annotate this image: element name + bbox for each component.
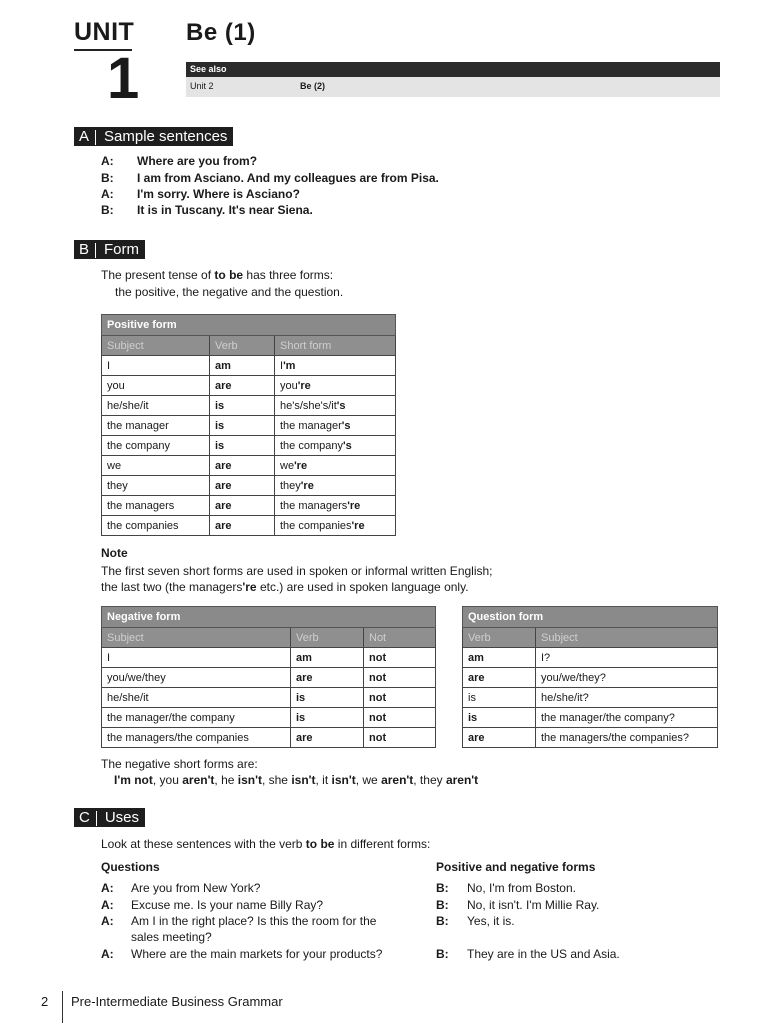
page-title: Be (1): [186, 19, 256, 46]
column-header: Subject: [102, 628, 291, 648]
see-also-topic: Be (2): [300, 81, 326, 91]
uses-intro: Look at these sentences with the verb to be in different forms:: [101, 837, 431, 851]
see-also-bar: See also: [186, 62, 720, 77]
question-line: A: Am I in the right place? Is this the room for the: [101, 914, 377, 928]
page-number: 2: [41, 994, 49, 1009]
question-line: A: Are you from New York?: [101, 881, 261, 895]
section-a-heading: [74, 127, 233, 146]
table-row: are the managers/the companies?: [463, 728, 718, 748]
answer-line: B: Yes, it is.: [436, 914, 515, 928]
see-also-unit: Unit 2: [190, 81, 214, 91]
table-row: the manager is the manager's: [102, 416, 396, 436]
section-a-title: Sample sentences: [104, 128, 228, 145]
section-b-heading: [74, 240, 145, 259]
section-b-letter: B: [79, 241, 90, 258]
table-row: you are you're: [102, 376, 396, 396]
note-line-2: the last two (the managers're etc.) are used in spoken language only.: [101, 580, 469, 594]
section-c-letter: C: [79, 809, 90, 826]
table-row: they are they're: [102, 476, 396, 496]
question-line: A: Excuse me. Is your name Billy Ray?: [101, 898, 324, 912]
table-caption: Negative form: [102, 607, 436, 628]
table-caption: Question form: [463, 607, 718, 628]
table-row: the managers are the managers're: [102, 496, 396, 516]
column-header: Short form: [275, 336, 396, 356]
table-row: the company is the company's: [102, 436, 396, 456]
answers-heading: Positive and negative forms: [436, 860, 596, 874]
table-row: is the manager/the company?: [463, 708, 718, 728]
column-header: Verb: [463, 628, 536, 648]
answer-line: B: No, I'm from Boston.: [436, 881, 576, 895]
table-row: he/she/it is not: [102, 688, 436, 708]
section-c-title: Uses: [104, 809, 140, 826]
note-line-1: The first seven short forms are used in spoken or informal written English;: [101, 564, 493, 578]
table-row: the managers/the companies are not: [102, 728, 436, 748]
negative-short-intro: The negative short forms are:: [101, 757, 258, 771]
table-row: are you/we/they?: [463, 668, 718, 688]
form-intro-line-2: the positive, the negative and the question.: [115, 285, 344, 299]
table-row: is he/she/it?: [463, 688, 718, 708]
table-row: I am not: [102, 648, 436, 668]
table-row: the manager/the company is not: [102, 708, 436, 728]
column-header: Verb: [291, 628, 364, 648]
negative-form-table: [101, 606, 436, 748]
table-row: he/she/it is he's/she's/it's: [102, 396, 396, 416]
negative-short-forms: I'm not, you aren't, he isn't, she isn't, it isn't, we aren't, they aren't: [114, 773, 479, 787]
answer-line: B: They are in the US and Asia.: [436, 947, 620, 961]
column-header: Subject: [102, 336, 210, 356]
book-title: Pre-Intermediate Business Grammar: [71, 994, 283, 1009]
column-header: Not: [364, 628, 436, 648]
questions-heading: Questions: [101, 860, 160, 874]
column-header: Verb: [210, 336, 275, 356]
section-c-heading: [74, 808, 145, 827]
see-also-link[interactable]: [186, 77, 720, 97]
table-row: we are we're: [102, 456, 396, 476]
note-heading: Note: [101, 546, 128, 560]
table-row: the companies are the companies're: [102, 516, 396, 536]
footer-divider: [62, 991, 63, 1023]
unit-label: UNIT: [74, 18, 135, 46]
section-a-letter: A: [79, 128, 90, 145]
unit-number: 1: [107, 46, 140, 111]
column-header: Subject: [536, 628, 718, 648]
positive-form-table: [101, 314, 396, 536]
table-row: I am I'm: [102, 356, 396, 376]
section-b-title: Form: [104, 241, 140, 258]
form-intro-line-1: The present tense of to be has three forms:: [101, 268, 334, 282]
table-caption: Positive form: [102, 315, 396, 336]
table-row: am I?: [463, 648, 718, 668]
answer-line: B: No, it isn't. I'm Millie Ray.: [436, 898, 600, 912]
question-line-continued: sales meeting?: [131, 930, 212, 944]
table-row: you/we/they are not: [102, 668, 436, 688]
question-form-table: [462, 606, 718, 748]
sample-dialog: A: Where are you from? B: I am from Asciano. And my colleagues are from Pisa. A: I'm sorry. Where is Asciano? B: It is in Tuscany. It's near Siena.: [101, 154, 439, 217]
question-line: A: Where are the main markets for your products?: [101, 947, 383, 961]
